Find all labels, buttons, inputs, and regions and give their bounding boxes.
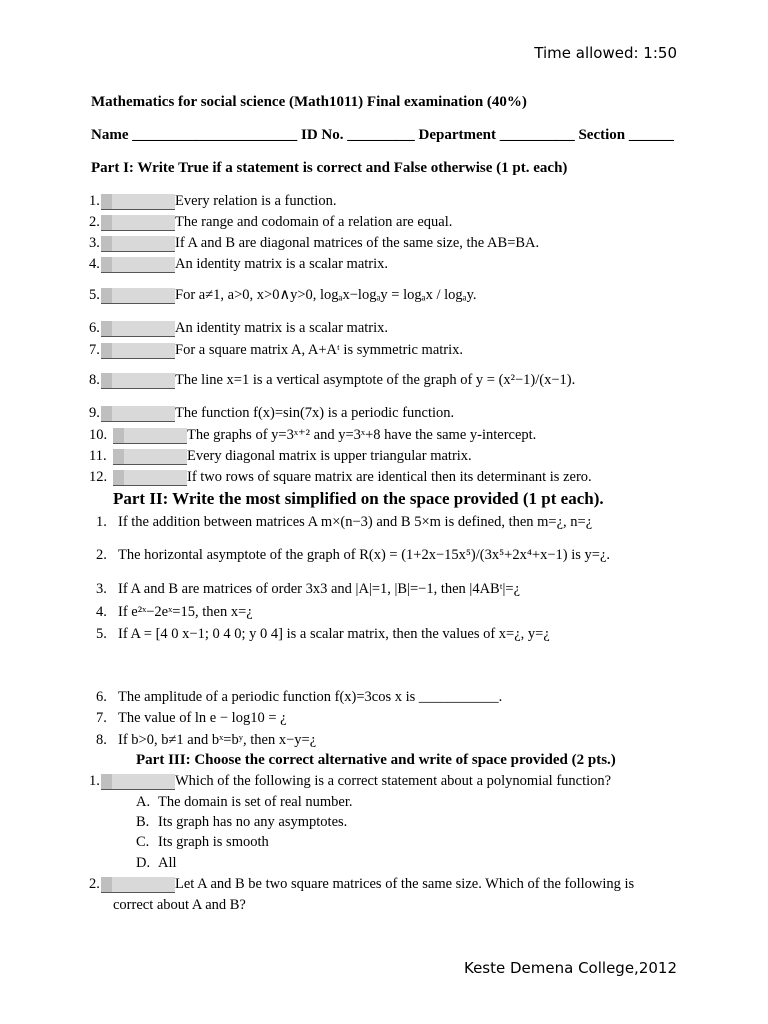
item-text: For a≠1, a>0, x>0∧y>0, logₐx−logₐy = logₐx / logₐy. [175, 287, 477, 303]
item-text: If A and B are matrices of order 3x3 and |A|=1, |B|=−1, then |4ABᵗ|=¿ [118, 581, 521, 597]
answer-blank[interactable] [113, 470, 187, 486]
item-number: 2. [89, 214, 100, 230]
item-text: Every diagonal matrix is upper triangular matrix. [187, 448, 472, 464]
answer-blank[interactable] [101, 373, 175, 389]
part1-item-6 [89, 320, 388, 337]
answer-blank[interactable] [101, 406, 175, 422]
answer-blank[interactable] [101, 257, 175, 273]
part1-item-7 [89, 342, 463, 359]
item-number: 4. [89, 256, 100, 272]
item-number: 6. [89, 320, 100, 336]
part2-item-4 [96, 604, 253, 621]
part2-heading: Part II: Write the most simplified on the space provided (1 pt each). [113, 489, 604, 508]
item-text: The graphs of y=3ˣ⁺² and y=3ˣ+8 have the same y-intercept. [187, 427, 537, 443]
part1-item-12 [89, 469, 592, 486]
item-text: The value of ln e − log10 = ¿ [118, 710, 287, 726]
item-text: If A = [4 0 x−1; 0 4 0; y 0 4] is a scalar matrix, then the values of x=¿, y=¿ [118, 626, 550, 642]
answer-blank[interactable] [101, 343, 175, 359]
option-b [136, 814, 347, 831]
item-text: If the addition between matrices A m×(n−3) and B 5×m is defined, then m=¿, n=¿ [118, 514, 593, 530]
time-allowed: Time allowed: 1:50 [534, 44, 677, 62]
item-number: 2. [96, 547, 107, 563]
option-text: All [158, 855, 177, 871]
question-text: Which of the following is a correct statement about a polynomial function? [175, 773, 612, 789]
option-text: The domain is set of real number. [158, 794, 353, 810]
part1-item-1 [89, 193, 336, 210]
answer-blank[interactable] [101, 321, 175, 337]
part1-item-11 [89, 448, 472, 465]
answer-blank[interactable] [113, 449, 187, 465]
part2-item-8 [96, 732, 316, 749]
option-a [136, 794, 353, 811]
item-text: An identity matrix is a scalar matrix. [175, 320, 389, 336]
item-number: 8. [89, 372, 100, 388]
part1-item-9 [89, 405, 454, 422]
item-text: The horizontal asymptote of the graph of R(x) = (1+2x−15x⁵)/(3x⁵+2x⁴+x−1) is y=¿. [118, 547, 611, 563]
part3-question-1 [89, 773, 611, 790]
item-text: An identity matrix is a scalar matrix. [175, 256, 389, 272]
item-text: If A and B are diagonal matrices of the same size, the AB=BA. [175, 235, 540, 251]
item-number: 3. [89, 235, 100, 251]
part1-item-2 [89, 214, 452, 231]
item-number: 3. [96, 581, 107, 597]
part1-item-5 [89, 287, 477, 304]
part1-item-10 [89, 427, 536, 444]
item-number: 1. [89, 193, 100, 209]
exam-title: Mathematics for social science (Math1011) Final examination (40%) [91, 94, 527, 110]
item-number: 4. [96, 604, 107, 620]
option-d [136, 855, 177, 872]
item-text: If e²ˣ−2eˣ=15, then x=¿ [118, 604, 253, 620]
college-footer: Keste Demena College,2012 [463, 959, 677, 977]
option-letter: D. [136, 855, 151, 871]
answer-blank[interactable] [101, 288, 175, 304]
item-text: If two rows of square matrix are identical then its determinant is zero. [187, 469, 592, 485]
option-letter: C. [136, 834, 150, 850]
student-info-line: Name ______________________ ID No. _________ Department __________ Section ______ [91, 127, 674, 143]
option-text: Its graph has no any asymptotes. [158, 814, 348, 830]
item-number: 12. [89, 469, 108, 485]
answer-blank[interactable] [101, 774, 175, 790]
item-number: 7. [89, 342, 100, 358]
item-text: The amplitude of a periodic function f(x)=3cos x is ___________. [118, 689, 503, 705]
item-text: The function f(x)=sin(7x) is a periodic function. [175, 405, 455, 421]
part2-item-3 [96, 581, 520, 598]
part2-item-2 [96, 547, 610, 564]
part3-question-2 [89, 876, 634, 893]
part3-heading: Part III: Choose the correct alternative and write of space provided (2 pts.) [136, 752, 616, 768]
item-number: 6. [96, 689, 107, 705]
option-text: Its graph is smooth [158, 834, 269, 850]
part1-item-3 [89, 235, 539, 252]
part1-item-4 [89, 256, 388, 273]
answer-blank[interactable] [101, 236, 175, 252]
item-text: If b>0, b≠1 and bˣ=bʸ, then x−y=¿ [118, 732, 317, 748]
item-text: The line x=1 is a vertical asymptote of the graph of y = (x²−1)/(x−1). [175, 372, 576, 388]
part2-item-1 [96, 514, 592, 531]
option-letter: B. [136, 814, 150, 830]
part1-heading: Part I: Write True if a statement is correct and False otherwise (1 pt. each) [91, 160, 568, 176]
item-number: 9. [89, 405, 100, 421]
item-number: 2. [89, 876, 100, 892]
item-number: 10. [89, 427, 108, 443]
option-c [136, 834, 269, 851]
answer-blank[interactable] [113, 428, 187, 444]
item-number: 5. [96, 626, 107, 642]
question-text-continued: correct about A and B? [113, 897, 246, 913]
part2-item-5 [96, 626, 550, 643]
option-letter: A. [136, 794, 151, 810]
item-number: 1. [96, 514, 107, 530]
answer-blank[interactable] [101, 194, 175, 210]
answer-blank[interactable] [101, 215, 175, 231]
item-number: 7. [96, 710, 107, 726]
part2-item-7 [96, 710, 287, 727]
part1-item-8 [89, 372, 575, 389]
item-text: For a square matrix A, A+Aᵗ is symmetric matrix. [175, 342, 464, 358]
item-number: 8. [96, 732, 107, 748]
item-number: 11. [89, 448, 107, 464]
item-text: The range and codomain of a relation are equal. [175, 214, 453, 230]
item-number: 5. [89, 287, 100, 303]
part3-question-2-continued [113, 897, 246, 914]
part2-item-6 [96, 689, 502, 706]
answer-blank[interactable] [101, 877, 175, 893]
item-text: Every relation is a function. [175, 193, 337, 209]
item-number: 1. [89, 773, 100, 789]
question-text: Let A and B be two square matrices of the same size. Which of the following is [175, 876, 635, 892]
